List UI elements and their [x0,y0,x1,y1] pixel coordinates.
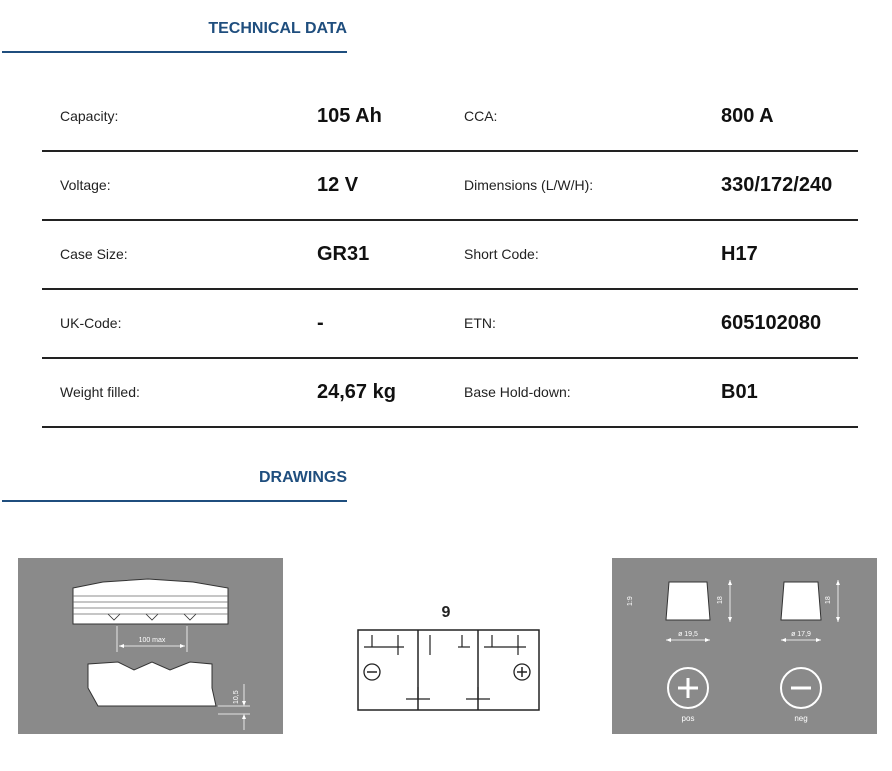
terminal-dimensions-drawing [612,558,877,734]
hold-down-height-label: 10,5 [233,690,240,704]
spec-label: Case Size: [60,246,128,262]
spec-label: Voltage: [60,177,111,193]
drawings-rule [2,500,347,502]
spec-value: - [317,312,324,334]
pos-terminal-shape [666,582,710,620]
spec-row [42,359,858,428]
neg-terminal-shape [781,582,821,620]
spec-row [42,290,858,359]
technical-data-header [2,20,347,54]
spec-label: Dimensions (L/W/H): [464,177,594,193]
taper-label: 1:9 [627,596,634,606]
drawings-title: DRAWINGS [259,469,347,486]
spec-row [42,221,858,290]
pos-diameter-label: ø 19,5 [678,631,698,638]
spec-value: 12 V [317,174,359,196]
spec-label: ETN: [464,315,496,331]
spec-label: Weight filled: [60,384,140,400]
spec-label: UK-Code: [60,315,122,331]
spec-value: GR31 [317,243,370,265]
spec-table [42,83,858,428]
spec-value: 105 Ah [317,105,382,127]
spec-label: Short Code: [464,246,539,262]
terminal-layout-drawing [350,595,545,771]
neg-diameter-label: ø 17,9 [791,631,811,638]
spec-value: 800 A [721,105,774,127]
drawings-header [2,469,347,503]
neg-height-label: 18 [825,596,832,604]
layout-number: 9 [441,604,451,621]
spec-value: B01 [721,381,758,403]
hold-down-width-label: 100 max [138,637,166,644]
technical-data-rule [2,51,347,53]
spec-value: 330/172/240 [721,174,833,196]
spec-value: 24,67 kg [317,381,396,403]
technical-data-title: TECHNICAL DATA [208,20,347,37]
spec-label: Capacity: [60,108,119,124]
spec-label: CCA: [464,108,498,124]
hold-down-drawing [18,558,283,734]
pos-height-label: 18 [717,596,724,604]
spec-value: H17 [721,243,758,265]
spec-row [42,83,858,152]
spec-label: Base Hold-down: [464,384,571,400]
spec-row [42,152,858,221]
pos-label: pos [681,714,695,723]
spec-value: 605102080 [721,312,822,334]
neg-label: neg [794,714,808,723]
